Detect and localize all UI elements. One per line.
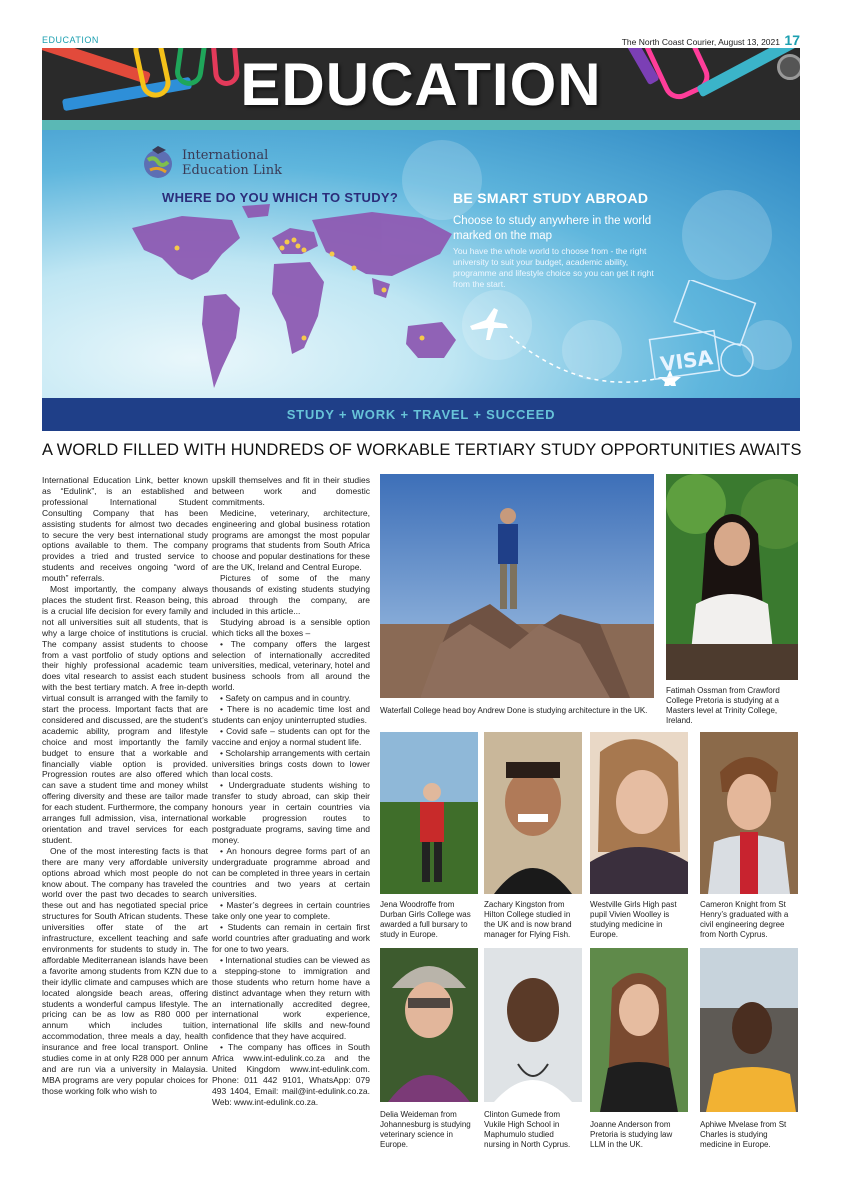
section-label: EDUCATION [42, 35, 99, 45]
bullet-item: • Undergraduate students wishing to transfer to study abroad, can skip their honours year in certain countries via workable progression routes to postgraduate programs, saving time and money. [212, 780, 370, 845]
caption-aphiwe: Aphiwe Mvelase from St Charles is studying medicine in Europe. [700, 1120, 787, 1149]
company-logo [140, 134, 310, 182]
photo-andrew-done [380, 474, 654, 698]
caption-joanne: Joanne Anderson from Pretoria is studying law LLM in the UK. [590, 1120, 673, 1149]
caption-delia: Delia Weideman from Johannesburg is studying veterinary science in Europe. [380, 1110, 471, 1149]
page-number: 17 [784, 32, 800, 48]
photo-jena-woodroffe [380, 732, 478, 894]
ad-body: You have the whole world to choose from - the right university to suit your budget, academic ability, programme and lifestyle choice so you can get it right from the start. [453, 246, 654, 289]
photo-zachary-kingston [484, 732, 582, 894]
tagline-bar [42, 398, 800, 431]
caption-cameron: Cameron Knight from St Henry’s graduated with a civil engineering degree from North Cyprus. [700, 900, 789, 939]
caption-clinton: Clinton Gumede from Vukile High School in Maphumulo studied nursing in North Cyprus. [484, 1110, 571, 1149]
tagline: STUDY + WORK + TRAVEL + SUCCEED [286, 407, 556, 422]
article-paragraph: Pictures of some of the many thousands of existing students studying abroad through the company, are included in this article... [212, 573, 370, 616]
bullet-item: • Covid safe – students can opt for the vaccine and enjoy a normal student life. [212, 725, 370, 747]
logo-line-1: International [182, 148, 269, 163]
bullet-item: • International studies can be viewed as a stepping-stone to immigration and those students who return home have a distinct advantage when they return with an internationally accredited degree, international work experience, international life skills and new-found confidence that they have acquired. [212, 954, 370, 1042]
article-paragraph: International Education Link, better known as “Edulink”, is an established and professional International Student Consulting Company that has been assisting students for almost two decades to secure the very best international study options available to them. The company provides a tried and trusted service to students and receives ongoing “word of mouth” referrals. [42, 475, 208, 584]
masthead-title: EDUCATION [240, 51, 602, 118]
logo-line-2: Education Link [182, 163, 282, 178]
ad-question: WHERE DO YOU WHICH TO STUDY? [162, 190, 399, 205]
masthead-banner [42, 48, 800, 120]
logo-text [182, 148, 282, 178]
bullet-item: • Scholarship arrangements with certain universities brings costs down to lower than local costs. [212, 747, 370, 780]
bullet-item: • Students can remain in certain first world countries after graduating and work for one to two years. [212, 922, 370, 954]
caption-andrew: Waterfall College head boy Andrew Done is studying architecture in the UK. [380, 706, 648, 715]
photo-aphiwe-mvelase [700, 948, 798, 1112]
article-paragraph: Medicine, veterinary, architecture, engineering and global business rotation programs are amongst the most popular programs that students from South Africa choose and popular destinations for these are the UK, Ireland and Central Europe. [212, 507, 370, 573]
bullet-item: • The company has offices in South Africa www.int-edulink.co.za and the United Kingdom www.int-edulink.com. Phone: 011 442 9101, WhatsApp: 079 493 1404, Email: mail@int-edulink.co.za. Web: www.int-edulink.co.za. [212, 1042, 370, 1107]
photo-delia-weideman [380, 948, 478, 1102]
visa-label: VISA [658, 345, 715, 377]
article-paragraph: upskill themselves and fit in their studies between work and domestic commitments. [212, 475, 370, 507]
ad-lead: Choose to study anywhere in the world marked on the map [453, 215, 652, 242]
article-paragraph: Most importantly, the company always places the student first. Reason being, this is a crucial life decision for every family and not all universities suit all students, that is why a large choice of institutions is crucial. The company assist students to choose from a vast portfolio of study options and their highly professional academic team does vital research to assist each student with the best tertiary match. A free in-depth virtual consult is arranged with the family to start the process. Important facts that are considered and discussed, are the student’s academic ability, program and lifestyle choice and most importantly the family budget to ensure that a workable and financially viable option is provided. Progression routes are also offered which can save a student time and money whilst offering diversity and these are tailor made for each student. Furthermore, the company arranges full admission, visa, international orientation and travel services for each student. [42, 584, 208, 845]
bullet-item: • There is no academic time lost and students can enjoy uninterrupted studies. [212, 704, 370, 725]
bullet-item: • The company offers the largest selection of internationally accredited universities, medical, veterinary, hotel and business schools from all around the world. [212, 638, 370, 693]
world-map [122, 198, 462, 398]
caption-vivien: Westville Girls High past pupil Vivien Woolley is studying medicine in Europe. [590, 900, 677, 939]
paper-date: The North Coast Courier, August 13, 2021 [621, 37, 780, 47]
caption-jena: Jena Woodroffe from Durban Girls College was awarded a full bursary to study in Europe. [380, 900, 471, 939]
ad-title: BE SMART STUDY ABROAD [453, 190, 649, 206]
photo-clinton-gumede [484, 948, 582, 1102]
photo-cameron-knight [700, 732, 798, 894]
ad-banner [42, 130, 800, 398]
article-paragraph: Studying abroad is a sensible option which ticks all the boxes – [212, 616, 370, 638]
caption-fatimah: Fatimah Ossman from Crawford College Pretoria is studying at a Masters level at Trinity College, Ireland. [666, 686, 780, 725]
article-headline: A WORLD FILLED WITH HUNDREDS OF WORKABLE TERTIARY STUDY OPPORTUNITIES AWAITS [42, 441, 802, 459]
article-column-2 [212, 475, 370, 1108]
caption-zachary: Zachary Kingston from Hilton College studied in the UK and is now brand manager for Flying Fish. [484, 900, 572, 939]
divider-bar [42, 120, 800, 130]
article-column-1 [42, 475, 208, 1097]
article-paragraph: One of the most interesting facts is that there are many very affordable university options abroad which most people do not know about. The company has traveled the world over the past two decades to search these out and has negotiated special price structures for South African students. These universities offer state of the art infrastructure, excellent teaching and safe environments for students to study in. The affordable Mediterranean islands have been a favorite among students from KZN due to their idyllic climate and campuses which are located alongside beach areas, offering students a wonderful campus lifestyle. The pricing can be as low as R80 000 per annum which includes tuition, accommodation, three meals a day, health insurance and free local transport. Online studies come in at only R28 000 per annum and are run via a university in Malaysia. MBA programs are very popular choices for those working folk who wish to [42, 845, 208, 1096]
bullet-item: • Master’s degrees in certain countries take only one year to complete. [212, 900, 370, 922]
globe-icon [140, 144, 176, 180]
visa-stamp [642, 280, 762, 385]
photo-fatimah-ossman [666, 474, 798, 680]
photo-vivien-woolley [590, 732, 688, 894]
bullet-item: • Safety on campus and in country. [220, 693, 351, 704]
bullet-item: • An honours degree forms part of an undergraduate programme abroad and can be completed in three years in certain countries and two years at certain universities. [212, 845, 370, 900]
photo-joanne-anderson [590, 948, 688, 1112]
